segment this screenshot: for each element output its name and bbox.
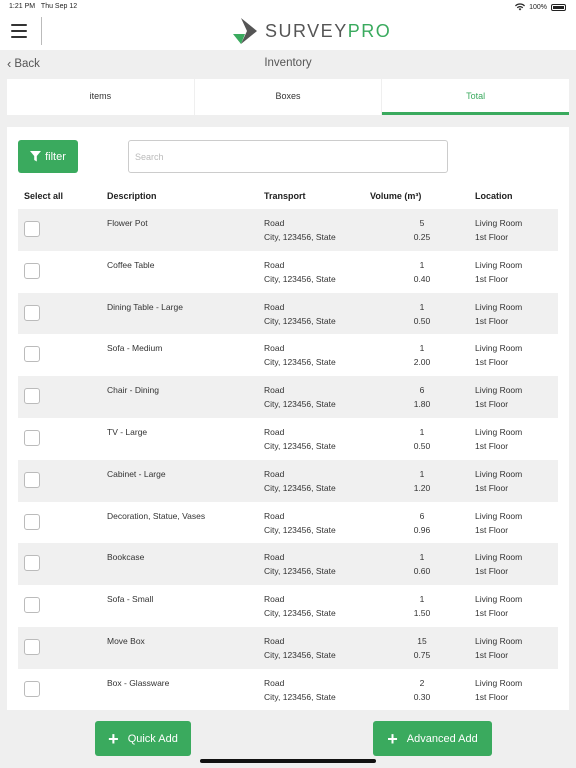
filter-icon: [30, 151, 41, 162]
location-floor: 1st Floor: [475, 482, 509, 493]
item-volume: 0.25: [413, 232, 431, 242]
location-room: Living Room: [475, 259, 523, 270]
back-chevron-icon: ‹: [7, 56, 12, 71]
transport-mode: Road: [264, 552, 285, 563]
item-volume: 1.20: [413, 482, 431, 493]
location-room: Living Room: [475, 552, 523, 563]
item-description: Sofa - Medium: [107, 343, 163, 354]
item-volume: 0.30: [413, 691, 431, 702]
nav-bar: [0, 50, 576, 78]
transport-address: City, 123456, State: [264, 315, 336, 326]
transport-mode: Road: [264, 468, 285, 479]
item-volume: 1.80: [413, 399, 431, 410]
item-description: Chair - Dining: [107, 385, 159, 396]
location-room: Living Room: [475, 218, 523, 228]
item-description: Flower Pot: [107, 218, 148, 228]
location-floor: 1st Floor: [475, 232, 509, 242]
row-checkbox[interactable]: [24, 597, 40, 613]
tab-items[interactable]: items: [7, 79, 194, 115]
table-row: [18, 502, 558, 544]
location-floor: 1st Floor: [475, 649, 509, 660]
filter-label: filter: [45, 150, 66, 163]
item-description: Move Box: [107, 635, 145, 646]
table-row: [18, 376, 558, 418]
item-quantity: 1: [419, 426, 425, 437]
transport-mode: Road: [264, 426, 285, 437]
location-room: Living Room: [475, 385, 523, 396]
table-row: [18, 543, 558, 585]
location-floor: 1st Floor: [475, 315, 509, 326]
page-title: Inventory: [264, 57, 312, 69]
row-checkbox[interactable]: [24, 514, 40, 530]
table-row: [18, 460, 558, 502]
location-floor: 1st Floor: [475, 273, 509, 284]
item-volume: 2.00: [413, 357, 431, 368]
plus-icon: +: [387, 728, 398, 749]
item-quantity: 6: [419, 385, 425, 396]
row-checkbox[interactable]: [24, 472, 40, 488]
transport-address: City, 123456, State: [264, 649, 336, 660]
location-room: Living Room: [475, 343, 523, 354]
item-volume: 0.96: [413, 524, 431, 535]
item-volume: 1.50: [413, 608, 431, 619]
item-quantity: 1: [419, 301, 425, 312]
transport-address: City, 123456, State: [264, 524, 336, 535]
table-row: [18, 627, 558, 669]
wifi-icon: [515, 3, 525, 11]
app-header: [0, 14, 576, 50]
transport-mode: Road: [264, 635, 285, 646]
transport-mode: Road: [264, 510, 285, 521]
transport-header: Transport: [264, 191, 306, 201]
location-room: Living Room: [475, 426, 523, 437]
location-room: Living Room: [475, 635, 523, 646]
battery-percent: 100%: [529, 3, 547, 11]
filter-button[interactable]: [18, 140, 78, 173]
transport-mode: Road: [264, 259, 285, 270]
location-room: Living Room: [475, 301, 523, 312]
table-body: [18, 209, 558, 711]
item-quantity: 2: [419, 677, 425, 688]
transport-address: City, 123456, State: [264, 273, 336, 284]
row-checkbox[interactable]: [24, 221, 40, 237]
item-description: Box - Glassware: [107, 677, 170, 688]
item-quantity: 1: [419, 468, 425, 479]
table-row: [18, 334, 558, 376]
location-floor: 1st Floor: [475, 608, 509, 619]
back-label: Back: [14, 57, 40, 70]
item-volume: 0.75: [413, 649, 431, 660]
transport-mode: Road: [264, 301, 285, 312]
item-description: TV - Large: [107, 426, 148, 437]
item-volume: 0.60: [413, 566, 431, 577]
item-quantity: 15: [417, 635, 427, 646]
header-divider: [41, 17, 42, 45]
status-time-text: 1:21 PM: [9, 3, 36, 10]
tab-total[interactable]: Total: [382, 79, 569, 115]
item-volume: 0.50: [413, 440, 431, 451]
item-quantity: 1: [419, 594, 425, 605]
transport-mode: Road: [264, 343, 285, 354]
item-description: Cabinet - Large: [107, 468, 166, 479]
transport-mode: Road: [264, 218, 285, 228]
location-room: Living Room: [475, 677, 523, 688]
status-time: [9, 3, 77, 10]
transport-address: City, 123456, State: [264, 566, 336, 577]
row-checkbox[interactable]: [24, 639, 40, 655]
volume-header: Volume (m³): [370, 191, 422, 201]
advanced-add-button[interactable]: [373, 721, 492, 756]
row-checkbox[interactable]: [24, 681, 40, 697]
row-checkbox[interactable]: [24, 388, 40, 404]
item-quantity: 6: [419, 510, 425, 521]
item-description: Dining Table - Large: [107, 301, 183, 312]
status-bar: [0, 0, 576, 14]
transport-mode: Road: [264, 677, 285, 688]
item-description: Sofa - Small: [107, 594, 154, 605]
table-header: [18, 188, 558, 204]
location-header: Location: [475, 191, 513, 201]
tab-boxes[interactable]: Boxes: [195, 79, 382, 115]
item-description: Coffee Table: [107, 259, 155, 270]
table-row: [18, 251, 558, 293]
logo-text: [265, 21, 391, 42]
row-checkbox[interactable]: [24, 305, 40, 321]
logo-chevron-icon: [231, 16, 259, 46]
location-room: Living Room: [475, 594, 523, 605]
location-floor: 1st Floor: [475, 566, 509, 577]
status-right: [515, 3, 566, 11]
quick-add-label: Quick Add: [127, 732, 178, 745]
transport-address: City, 123456, State: [264, 608, 336, 619]
quick-add-button[interactable]: [95, 721, 191, 756]
transport-address: City, 123456, State: [264, 232, 336, 242]
plus-icon: +: [108, 728, 119, 749]
transport-address: City, 123456, State: [264, 399, 336, 410]
item-quantity: 1: [419, 343, 425, 354]
table-row: [18, 669, 558, 711]
table-row: [18, 418, 558, 460]
logo-text-survey: SURVEY: [265, 20, 348, 41]
item-quantity: 5: [419, 218, 425, 228]
location-floor: 1st Floor: [475, 524, 509, 535]
logo-text-pro: PRO: [347, 20, 392, 41]
location-room: Living Room: [475, 468, 523, 479]
status-date: Thu Sep 12: [40, 3, 78, 10]
table-row: [18, 293, 558, 335]
description-header: Description: [107, 191, 157, 201]
item-quantity: 1: [419, 552, 425, 563]
item-volume: 0.50: [413, 315, 431, 326]
battery-icon: [551, 4, 566, 11]
home-indicator: [200, 759, 376, 763]
tab-bar: [7, 79, 569, 115]
table-row: [18, 209, 558, 251]
item-quantity: 1: [419, 259, 425, 270]
location-floor: 1st Floor: [475, 357, 509, 368]
transport-mode: Road: [264, 385, 285, 396]
inventory-card: [7, 127, 569, 710]
search-input[interactable]: [128, 140, 448, 173]
location-floor: 1st Floor: [475, 399, 509, 410]
table-row: [18, 585, 558, 627]
transport-address: City, 123456, State: [264, 357, 336, 368]
transport-address: City, 123456, State: [264, 440, 336, 451]
row-checkbox[interactable]: [24, 555, 40, 571]
item-volume: 0.40: [413, 273, 431, 284]
row-checkbox[interactable]: [24, 346, 40, 362]
transport-mode: Road: [264, 594, 285, 605]
location-floor: 1st Floor: [475, 440, 509, 451]
row-checkbox[interactable]: [24, 430, 40, 446]
logo: [231, 16, 391, 46]
transport-address: City, 123456, State: [264, 691, 336, 702]
menu-icon[interactable]: [11, 24, 27, 38]
row-checkbox[interactable]: [24, 263, 40, 279]
item-description: Decoration, Statue, Vases: [107, 510, 206, 521]
advanced-add-label: Advanced Add: [406, 732, 478, 745]
location-floor: 1st Floor: [475, 691, 509, 702]
location-room: Living Room: [475, 510, 523, 521]
transport-address: City, 123456, State: [264, 482, 336, 493]
select-all-label[interactable]: Select all: [24, 191, 64, 201]
item-description: Bookcase: [107, 552, 145, 563]
